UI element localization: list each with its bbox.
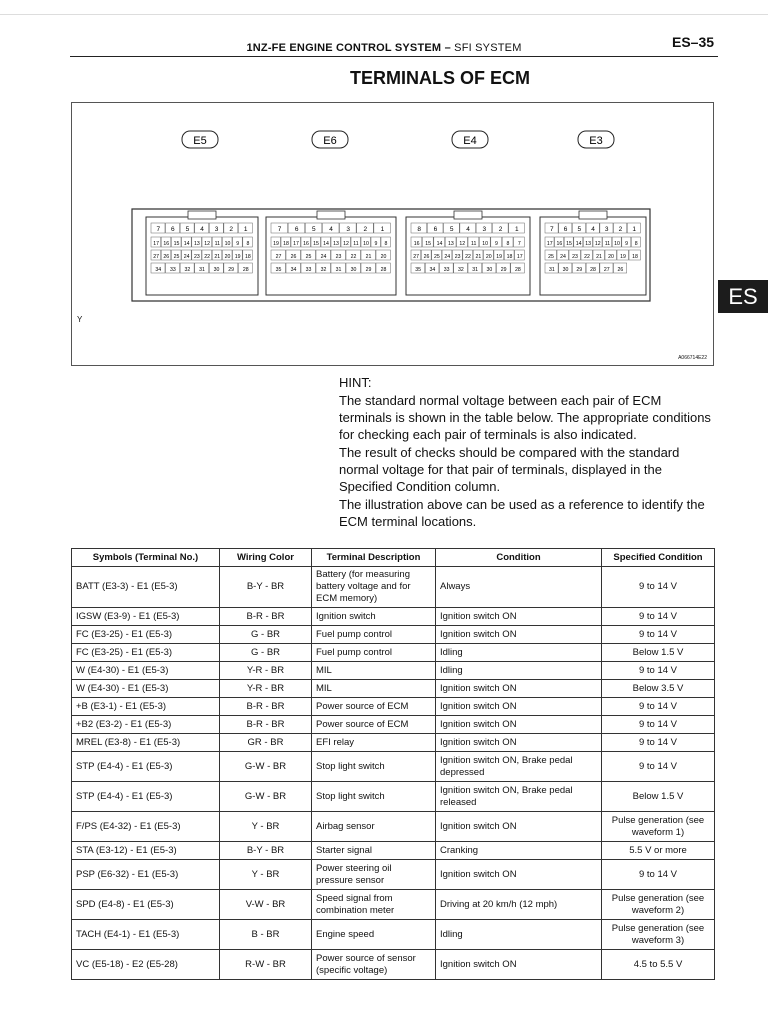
description-cell: Engine speed bbox=[312, 920, 436, 950]
terminal-number: 3 bbox=[214, 226, 219, 233]
terminal-number: 13 bbox=[194, 241, 200, 247]
terminal-number: 4 bbox=[329, 226, 333, 233]
table-row bbox=[72, 890, 715, 920]
terminal-number: 29 bbox=[500, 267, 507, 273]
terminal-number: 25 bbox=[173, 254, 180, 260]
connector-label: E6 bbox=[323, 135, 337, 147]
specified-condition-cell: 9 to 14 V bbox=[602, 734, 715, 752]
hint-paragraph: The standard normal voltage between each pair of ECM terminals is shown in the table below. The appropriate conditions for checking each pair of terminals is also indicated. bbox=[339, 393, 711, 442]
wiring-color-cell: G - BR bbox=[220, 626, 312, 644]
terminal-number: 21 bbox=[596, 254, 602, 260]
specified-condition-cell: 9 to 14 V bbox=[602, 698, 715, 716]
terminal-number: 28 bbox=[514, 267, 521, 273]
connector-latch bbox=[317, 211, 345, 219]
terminal-number: 31 bbox=[548, 267, 555, 273]
table-row bbox=[72, 716, 715, 734]
terminal-number: 8 bbox=[634, 241, 638, 247]
terminal-number: 11 bbox=[353, 241, 359, 247]
description-cell: Ignition switch bbox=[312, 608, 436, 626]
terminal-number: 14 bbox=[183, 241, 190, 247]
terminal-number: 5 bbox=[577, 226, 582, 233]
terminal-number: 8 bbox=[246, 241, 250, 247]
condition-cell: Always bbox=[436, 567, 602, 608]
description-cell: EFI relay bbox=[312, 734, 436, 752]
terminal-number: 5 bbox=[449, 226, 454, 233]
table-header-row bbox=[72, 549, 715, 567]
terminal-number: 29 bbox=[576, 267, 583, 273]
specified-condition-cell: Below 1.5 V bbox=[602, 782, 715, 812]
terminal-number: 27 bbox=[603, 267, 610, 273]
terminal-number: 25 bbox=[434, 254, 440, 260]
specified-condition-cell: 5.5 V or more bbox=[602, 842, 715, 860]
terminal-number: 20 bbox=[485, 254, 492, 260]
terminal-number: 28 bbox=[380, 267, 387, 273]
terminal-number: 7 bbox=[517, 241, 521, 247]
description-cell: Stop light switch bbox=[312, 752, 436, 782]
connector-label: E4 bbox=[463, 135, 477, 147]
terminal-number: 23 bbox=[454, 254, 461, 260]
condition-cell: Ignition switch ON, Brake pedal released bbox=[436, 782, 602, 812]
top-rule bbox=[0, 14, 768, 15]
terminal-number: 34 bbox=[155, 267, 162, 273]
terminal-number: 2 bbox=[229, 226, 233, 233]
symbol-cell: STP (E4-4) - E1 (E5-3) bbox=[72, 782, 220, 812]
terminal-number: 6 bbox=[171, 226, 175, 233]
wiring-color-cell: Y - BR bbox=[220, 860, 312, 890]
terminal-number: 23 bbox=[335, 254, 342, 260]
terminal-number: 24 bbox=[444, 254, 451, 260]
terminal-number: 22 bbox=[584, 254, 590, 260]
description-cell: MIL bbox=[312, 662, 436, 680]
terminal-number: 19 bbox=[620, 254, 626, 260]
terminal-number: 9 bbox=[374, 241, 378, 247]
terminal-number: 20 bbox=[224, 254, 231, 260]
symbol-cell: W (E4-30) - E1 (E5-3) bbox=[72, 680, 220, 698]
terminal-number: 27 bbox=[413, 254, 420, 260]
terminal-number: 4 bbox=[591, 226, 595, 233]
description-cell: Fuel pump control bbox=[312, 644, 436, 662]
symbol-cell: +B (E3-1) - E1 (E5-3) bbox=[72, 698, 220, 716]
specified-condition-cell: Below 3.5 V bbox=[602, 680, 715, 698]
terminal-number: 15 bbox=[566, 241, 572, 247]
specified-condition-cell: 9 to 14 V bbox=[602, 716, 715, 734]
wiring-color-cell: G - BR bbox=[220, 644, 312, 662]
terminal-number: 5 bbox=[185, 226, 190, 233]
symbol-cell: +B2 (E3-2) - E1 (E5-3) bbox=[72, 716, 220, 734]
terminal-number: 14 bbox=[436, 241, 443, 247]
terminal-number: 18 bbox=[632, 254, 638, 260]
terminal-number: 18 bbox=[245, 254, 251, 260]
terminal-number: 30 bbox=[486, 267, 493, 273]
terminal-number: 4 bbox=[200, 226, 204, 233]
terminal-number: 1 bbox=[380, 226, 385, 233]
description-cell: Speed signal from combination meter bbox=[312, 890, 436, 920]
description-cell: Airbag sensor bbox=[312, 812, 436, 842]
connector-latch bbox=[454, 211, 482, 219]
wiring-color-cell: V-W - BR bbox=[220, 890, 312, 920]
terminal-number: 14 bbox=[323, 241, 329, 247]
wiring-color-cell: B - BR bbox=[220, 920, 312, 950]
table-row bbox=[72, 734, 715, 752]
col-header-symbols: Symbols (Terminal No.) bbox=[72, 549, 220, 567]
terminal-number: 13 bbox=[333, 241, 339, 247]
specified-condition-cell: Pulse generation (see waveform 2) bbox=[602, 890, 715, 920]
terminal-number: 3 bbox=[346, 226, 350, 233]
terminal-number: 5 bbox=[312, 226, 316, 233]
terminal-number: 2 bbox=[618, 226, 623, 233]
header-title: 1NZ-FE ENGINE CONTROL SYSTEM bbox=[246, 42, 442, 54]
terminal-number: 32 bbox=[184, 267, 191, 273]
condition-cell: Idling bbox=[436, 662, 602, 680]
condition-cell: Idling bbox=[436, 920, 602, 950]
col-header-condition: Condition bbox=[436, 549, 602, 567]
condition-cell: Driving at 20 km/h (12 mph) bbox=[436, 890, 602, 920]
symbol-cell: FC (E3-25) - E1 (E5-3) bbox=[72, 626, 220, 644]
col-header-terminal-description: Terminal Description bbox=[312, 549, 436, 567]
terminal-number: 9 bbox=[236, 241, 240, 247]
terminal-number: 8 bbox=[417, 226, 421, 233]
terminal-number: 10 bbox=[614, 241, 620, 247]
terminal-number: 9 bbox=[625, 241, 629, 247]
condition-cell: Ignition switch ON bbox=[436, 716, 602, 734]
terminal-number: 12 bbox=[594, 241, 601, 247]
header-subtitle: SFI SYSTEM bbox=[454, 42, 522, 54]
terminal-number: 21 bbox=[365, 254, 372, 260]
page-title: TERMINALS OF ECM bbox=[350, 68, 530, 88]
description-cell: Power source of ECM bbox=[312, 716, 436, 734]
condition-cell: Ignition switch ON bbox=[436, 950, 602, 980]
terminal-number: 6 bbox=[294, 226, 299, 233]
section-tab: ES bbox=[718, 280, 768, 313]
condition-cell: Idling bbox=[436, 644, 602, 662]
terminal-number: 15 bbox=[173, 241, 180, 247]
header-dash: – bbox=[444, 42, 451, 54]
wiring-color-cell: B-R - BR bbox=[220, 608, 312, 626]
terminal-number: 1 bbox=[632, 226, 636, 233]
terminal-number: 31 bbox=[472, 267, 479, 273]
terminal-number: 1 bbox=[243, 226, 248, 233]
terminal-number: 2 bbox=[498, 226, 503, 233]
terminal-number: 22 bbox=[465, 254, 471, 260]
terminal-number: 16 bbox=[556, 241, 563, 247]
wiring-color-cell: G-W - BR bbox=[220, 782, 312, 812]
symbol-cell: F/PS (E4-32) - E1 (E5-3) bbox=[72, 812, 220, 842]
terminal-number: 7 bbox=[550, 226, 554, 233]
wiring-color-cell: G-W - BR bbox=[220, 752, 312, 782]
condition-cell: Ignition switch ON, Brake pedal depressed bbox=[436, 752, 602, 782]
wiring-color-cell: Y-R - BR bbox=[220, 680, 312, 698]
specified-condition-cell: 9 to 14 V bbox=[602, 860, 715, 890]
terminal-number: 7 bbox=[277, 226, 282, 233]
terminal-number: 21 bbox=[214, 254, 221, 260]
header-rule bbox=[70, 56, 718, 57]
terminal-number: 10 bbox=[363, 241, 369, 247]
terminal-number: 13 bbox=[448, 241, 454, 247]
terminal-number: 31 bbox=[199, 267, 205, 273]
description-cell: Power source of ECM bbox=[312, 698, 436, 716]
figure-side-mark: Y bbox=[77, 315, 83, 324]
specified-condition-cell: Below 1.5 V bbox=[602, 644, 715, 662]
symbol-cell: FC (E3-25) - E1 (E5-3) bbox=[72, 644, 220, 662]
connector-label: E3 bbox=[589, 135, 603, 147]
terminal-number: 17 bbox=[516, 254, 523, 260]
table-row bbox=[72, 950, 715, 980]
condition-cell: Ignition switch ON bbox=[436, 734, 602, 752]
table-row bbox=[72, 608, 715, 626]
symbol-cell: W (E4-30) - E1 (E5-3) bbox=[72, 662, 220, 680]
terminal-number: 28 bbox=[590, 267, 596, 273]
terminal-number: 22 bbox=[350, 254, 357, 260]
terminal-number: 35 bbox=[415, 267, 422, 273]
terminal-number: 27 bbox=[275, 254, 282, 260]
symbol-cell: STA (E3-12) - E1 (E5-3) bbox=[72, 842, 220, 860]
terminal-number: 18 bbox=[283, 241, 289, 247]
table-row bbox=[72, 812, 715, 842]
terminal-number: 20 bbox=[608, 254, 614, 260]
condition-cell: Ignition switch ON bbox=[436, 812, 602, 842]
terminal-number: 25 bbox=[305, 254, 312, 260]
terminal-number: 25 bbox=[548, 254, 554, 260]
wiring-color-cell: Y - BR bbox=[220, 812, 312, 842]
symbol-cell: VC (E5-18) - E2 (E5-28) bbox=[72, 950, 220, 980]
condition-cell: Ignition switch ON bbox=[436, 680, 602, 698]
table-row bbox=[72, 680, 715, 698]
terminal-number: 3 bbox=[604, 226, 609, 233]
specified-condition-cell: 9 to 14 V bbox=[602, 626, 715, 644]
terminal-number: 34 bbox=[429, 267, 436, 273]
description-cell: Power source of sensor (specific voltage) bbox=[312, 950, 436, 980]
terminal-number: 24 bbox=[183, 254, 190, 260]
terminal-number: 10 bbox=[224, 241, 231, 247]
symbol-cell: TACH (E4-1) - E1 (E5-3) bbox=[72, 920, 220, 950]
terminal-number: 21 bbox=[475, 254, 482, 260]
symbol-cell: STP (E4-4) - E1 (E5-3) bbox=[72, 752, 220, 782]
terminal-number: 26 bbox=[617, 267, 624, 273]
table-row bbox=[72, 860, 715, 890]
description-cell: Fuel pump control bbox=[312, 626, 436, 644]
terminal-number: 33 bbox=[443, 267, 450, 273]
terminal-number: 13 bbox=[585, 241, 592, 247]
terminal-number: 19 bbox=[496, 254, 502, 260]
condition-cell: Ignition switch ON bbox=[436, 608, 602, 626]
terminal-number: 26 bbox=[163, 254, 170, 260]
specified-condition-cell: Pulse generation (see waveform 1) bbox=[602, 812, 715, 842]
terminal-number: 3 bbox=[482, 226, 487, 233]
condition-cell: Ignition switch ON bbox=[436, 860, 602, 890]
ecm-connector-figure bbox=[71, 102, 714, 366]
terminal-number: 33 bbox=[169, 267, 176, 273]
terminal-number: 12 bbox=[204, 241, 210, 247]
terminal-number: 8 bbox=[506, 241, 510, 247]
table-row bbox=[72, 567, 715, 608]
table-row bbox=[72, 920, 715, 950]
terminal-number: 27 bbox=[153, 254, 159, 260]
terminal-number: 19 bbox=[234, 254, 241, 260]
table-row bbox=[72, 662, 715, 680]
terminal-number: 16 bbox=[413, 241, 420, 247]
terminal-number: 14 bbox=[575, 241, 582, 247]
terminal-number: 29 bbox=[365, 267, 372, 273]
terminal-number: 1 bbox=[515, 226, 519, 233]
symbol-cell: SPD (E4-8) - E1 (E5-3) bbox=[72, 890, 220, 920]
symbol-cell: MREL (E3-8) - E1 (E5-3) bbox=[72, 734, 220, 752]
terminal-number: 16 bbox=[303, 241, 309, 247]
terminal-number: 24 bbox=[320, 254, 327, 260]
terminal-number: 10 bbox=[482, 241, 488, 247]
terminal-number: 4 bbox=[466, 226, 470, 233]
terminal-number: 18 bbox=[506, 254, 513, 260]
terminal-number: 20 bbox=[380, 254, 387, 260]
col-header-specified-condition: Specified Condition bbox=[602, 549, 715, 567]
terminal-number: 34 bbox=[290, 267, 297, 273]
table-row bbox=[72, 752, 715, 782]
terminal-number: 11 bbox=[604, 241, 611, 247]
terminal-number: 22 bbox=[204, 254, 210, 260]
description-cell: Starter signal bbox=[312, 842, 436, 860]
terminal-number: 30 bbox=[562, 267, 569, 273]
hint-label: HINT: bbox=[339, 375, 372, 390]
running-header bbox=[0, 42, 768, 54]
terminal-number: 8 bbox=[384, 241, 388, 247]
specified-condition-cell: 9 to 14 V bbox=[602, 662, 715, 680]
symbol-cell: BATT (E3-3) - E1 (E5-3) bbox=[72, 567, 220, 608]
terminal-number: 16 bbox=[163, 241, 170, 247]
hint-paragraph: The illustration above can be used as a reference to identify the ECM terminal locations. bbox=[339, 497, 705, 529]
terminal-number: 19 bbox=[273, 241, 279, 247]
hint-paragraph: The result of checks should be compared with the standard normal voltage for that pair of terminals, displayed in the Specified Condition column. bbox=[339, 445, 680, 494]
table-row bbox=[72, 698, 715, 716]
symbol-cell: IGSW (E3-9) - E1 (E5-3) bbox=[72, 608, 220, 626]
specified-condition-cell: Pulse generation (see waveform 3) bbox=[602, 920, 715, 950]
terminal-number: 6 bbox=[433, 226, 438, 233]
connector-latch bbox=[188, 211, 216, 219]
description-cell: MIL bbox=[312, 680, 436, 698]
terminal-number: 35 bbox=[275, 267, 282, 273]
terminal-number: 12 bbox=[459, 241, 466, 247]
terminal-number: 32 bbox=[320, 267, 327, 273]
terminal-number: 26 bbox=[290, 254, 297, 260]
terminal-number: 30 bbox=[213, 267, 220, 273]
terminal-number: 15 bbox=[313, 241, 319, 247]
hint-block bbox=[339, 374, 711, 531]
terminal-number: 17 bbox=[153, 241, 159, 247]
description-cell: Power steering oil pressure sensor bbox=[312, 860, 436, 890]
terminal-number: 17 bbox=[546, 241, 553, 247]
condition-cell: Cranking bbox=[436, 842, 602, 860]
terminal-number: 2 bbox=[363, 226, 368, 233]
wiring-color-cell: B-R - BR bbox=[220, 698, 312, 716]
page-number: ES–35 bbox=[672, 34, 715, 50]
terminal-number: 30 bbox=[350, 267, 357, 273]
wiring-color-cell: Y-R - BR bbox=[220, 662, 312, 680]
wiring-color-cell: B-R - BR bbox=[220, 716, 312, 734]
terminal-number: 11 bbox=[214, 241, 220, 247]
terminal-number: 28 bbox=[242, 267, 249, 273]
terminal-number: 32 bbox=[457, 267, 464, 273]
terminal-number: 12 bbox=[343, 241, 349, 247]
condition-cell: Ignition switch ON bbox=[436, 698, 602, 716]
symbol-cell: PSP (E6-32) - E1 (E5-3) bbox=[72, 860, 220, 890]
table-row bbox=[72, 842, 715, 860]
terminal-number: 15 bbox=[425, 241, 431, 247]
col-header-wiring-color: Wiring Color bbox=[220, 549, 312, 567]
table-row bbox=[72, 782, 715, 812]
connector-latch bbox=[579, 211, 607, 219]
description-cell: Battery (for measuring battery voltage and for ECM memory) bbox=[312, 567, 436, 608]
terminal-number: 33 bbox=[305, 267, 312, 273]
figure-code: A066714E22 bbox=[678, 355, 707, 361]
terminal-number: 31 bbox=[335, 267, 342, 273]
table-row bbox=[72, 626, 715, 644]
specified-condition-cell: 4.5 to 5.5 V bbox=[602, 950, 715, 980]
wiring-color-cell: B-Y - BR bbox=[220, 842, 312, 860]
terminal-number: 23 bbox=[194, 254, 200, 260]
wiring-color-cell: B-Y - BR bbox=[220, 567, 312, 608]
connector-diagram bbox=[72, 103, 713, 365]
terminal-number: 24 bbox=[560, 254, 566, 260]
terminal-number: 17 bbox=[293, 241, 299, 247]
ecm-terminal-table bbox=[71, 548, 715, 980]
terminal-number: 26 bbox=[423, 254, 430, 260]
table-row bbox=[72, 644, 715, 662]
terminal-number: 9 bbox=[495, 241, 498, 247]
terminal-number: 23 bbox=[572, 254, 578, 260]
terminal-number: 11 bbox=[471, 241, 477, 247]
wiring-color-cell: GR - BR bbox=[220, 734, 312, 752]
wiring-color-cell: R-W - BR bbox=[220, 950, 312, 980]
terminal-number: 7 bbox=[156, 226, 161, 233]
terminal-number: 29 bbox=[228, 267, 235, 273]
specified-condition-cell: 9 to 14 V bbox=[602, 567, 715, 608]
specified-condition-cell: 9 to 14 V bbox=[602, 608, 715, 626]
condition-cell: Ignition switch ON bbox=[436, 626, 602, 644]
description-cell: Stop light switch bbox=[312, 782, 436, 812]
connector-label: E5 bbox=[193, 135, 207, 147]
terminal-number: 6 bbox=[563, 226, 568, 233]
specified-condition-cell: 9 to 14 V bbox=[602, 752, 715, 782]
